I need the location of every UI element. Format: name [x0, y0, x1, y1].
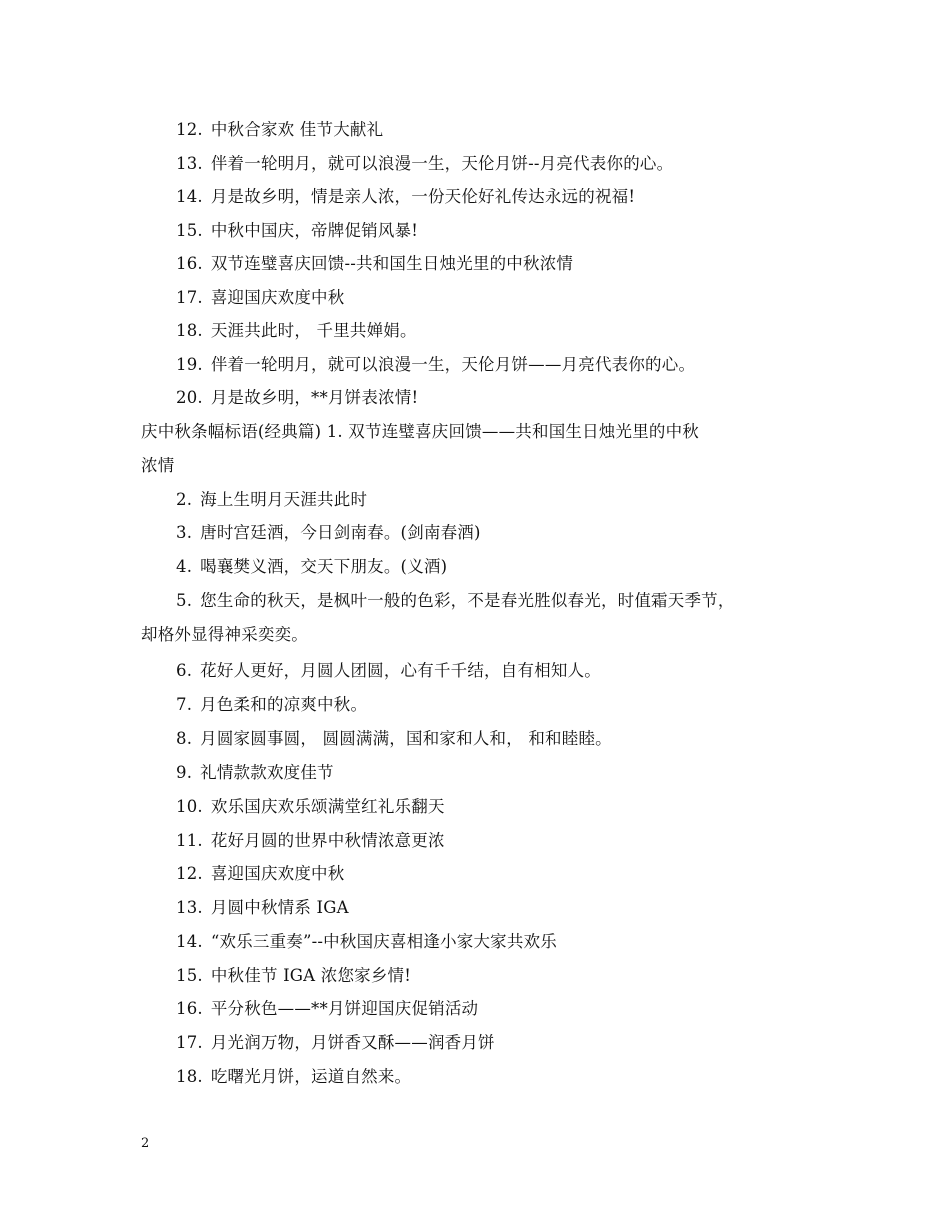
list-item: 15. 中秋佳节 IGA 浓您家乡情! — [176, 966, 412, 985]
list-item: 8. 月圆家圆事圆， 圆圆满满，国和家和人和， 和和睦睦。 — [176, 729, 612, 748]
list-item: 12. 中秋合家欢 佳节大献礼 — [176, 120, 384, 139]
list-item: 13. 月圆中秋情系 IGA — [176, 898, 349, 917]
continuation-line: 却格外显得神采奕奕。 — [141, 625, 308, 644]
list-item: 4. 喝襄樊义酒，交天下朋友。(义酒) — [176, 557, 448, 576]
list-item: 19. 伴着一轮明月，就可以浪漫一生，天伦月饼——月亮代表你的心。 — [176, 355, 696, 374]
list-item: 6. 花好人更好，月圆人团圆，心有千千结，自有相知人。 — [176, 661, 601, 680]
page-number: 2 — [141, 1136, 150, 1151]
list-item: 15. 中秋中国庆，帝牌促销风暴! — [176, 221, 419, 240]
list-item: 12. 喜迎国庆欢度中秋 — [176, 864, 345, 883]
list-item: 5. 您生命的秋天，是枫叶一般的色彩，不是春光胜似春光，时值霜天季节， — [176, 591, 735, 610]
list-item: 14. “欢乐三重奏”--中秋国庆喜相逢小家大家共欢乐 — [176, 932, 557, 951]
list-item: 18. 天涯共此时， 千里共婵娟。 — [176, 321, 417, 340]
list-item: 11. 花好月圆的世界中秋情浓意更浓 — [176, 831, 445, 850]
list-item: 16. 双节连璧喜庆回馈--共和国生日烛光里的中秋浓情 — [176, 254, 574, 273]
list-item: 10. 欢乐国庆欢乐颂满堂红礼乐翻天 — [176, 797, 445, 816]
continuation-line: 浓情 — [141, 456, 175, 475]
list-item: 7. 月色柔和的凉爽中秋。 — [176, 695, 368, 714]
list-item: 17. 月光润万物，月饼香又酥——润香月饼 — [176, 1033, 495, 1052]
list-item: 9. 礼情款款欢度佳节 — [176, 763, 334, 782]
list-item: 14. 月是故乡明，情是亲人浓，一份天伦好礼传达永远的祝福! — [176, 187, 636, 206]
list-item: 20. 月是故乡明，**月饼表浓情! — [176, 388, 419, 407]
list-item: 3. 唐时宫廷酒，今日剑南春。(剑南春酒) — [176, 523, 481, 542]
list-item: 16. 平分秋色——**月饼迎国庆促销活动 — [176, 999, 479, 1018]
list-item: 17. 喜迎国庆欢度中秋 — [176, 288, 345, 307]
list-item: 2. 海上生明月天涯共此时 — [176, 490, 368, 509]
list-item: 18. 吃曙光月饼，运道自然来。 — [176, 1067, 412, 1086]
list-item: 13. 伴着一轮明月，就可以浪漫一生，天伦月饼--月亮代表你的心。 — [176, 154, 674, 173]
section-heading-line: 庆中秋条幅标语(经典篇) 1. 双节连璧喜庆回馈——共和国生日烛光里的中秋 — [141, 422, 700, 441]
